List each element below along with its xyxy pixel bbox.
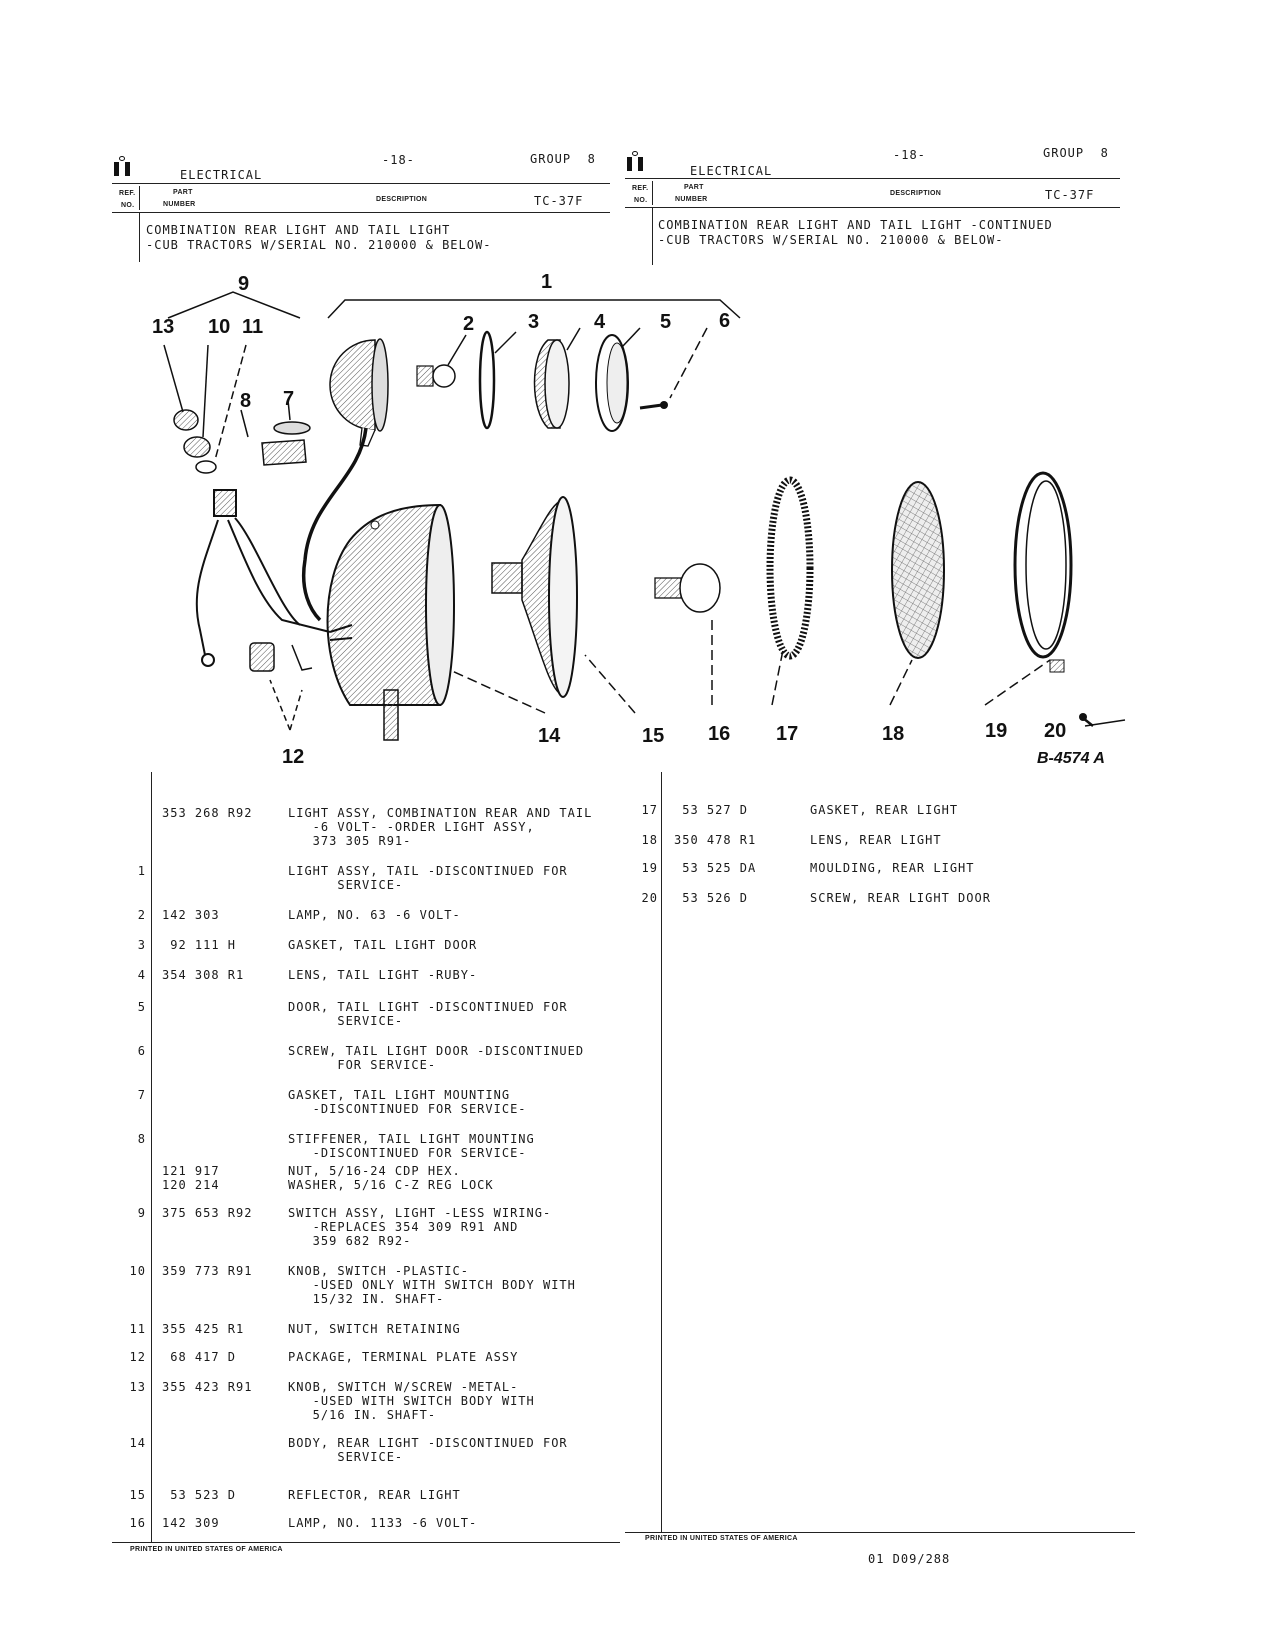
ref-number: 5 bbox=[137, 1000, 146, 1014]
callout-12: 12 bbox=[282, 746, 305, 768]
knob-10-shape bbox=[184, 437, 216, 473]
ref-number: 13 bbox=[129, 1380, 146, 1394]
ref-number: 15 bbox=[129, 1488, 146, 1502]
rear-light-body-shape bbox=[328, 505, 455, 740]
right-col-desc: DESCRIPTION bbox=[890, 190, 942, 197]
callout-11: 11 bbox=[242, 316, 264, 338]
ref-number: 7 bbox=[137, 1088, 146, 1102]
ref-number: 19 bbox=[641, 861, 658, 875]
part-description: SERVICE- bbox=[288, 878, 404, 892]
part-description: GASKET, TAIL LIGHT DOOR bbox=[288, 938, 478, 952]
moulding-19-shape bbox=[1015, 473, 1071, 672]
screw-6-shape bbox=[640, 401, 668, 409]
callout-4: 4 bbox=[594, 311, 606, 333]
stiffener-8-shape bbox=[262, 440, 306, 465]
part-description: PACKAGE, TERMINAL PLATE ASSY bbox=[288, 1350, 519, 1364]
part-description: 359 682 R92- bbox=[288, 1234, 412, 1248]
bracket-9 bbox=[168, 292, 300, 318]
part-description: LAMP, NO. 63 -6 VOLT- bbox=[288, 908, 461, 922]
part-description: WASHER, 5/16 C-Z REG LOCK bbox=[288, 1178, 494, 1192]
callout-16: 16 bbox=[708, 723, 731, 745]
part-number: 53 525 DA bbox=[674, 861, 757, 875]
callout-10: 10 bbox=[208, 316, 231, 338]
ref-number: 20 bbox=[641, 891, 658, 905]
right-col-part-1: PART bbox=[684, 184, 704, 191]
part-description: SCREW, TAIL LIGHT DOOR -DISCONTINUED bbox=[288, 1044, 585, 1058]
ref-number: 18 bbox=[641, 833, 658, 847]
callout-15: 15 bbox=[642, 725, 665, 747]
callout-1: 1 bbox=[541, 271, 553, 293]
left-col-part-1: PART bbox=[173, 189, 193, 196]
part-description: -DISCONTINUED FOR SERVICE- bbox=[288, 1102, 527, 1116]
right-group: GROUP 8 bbox=[1043, 146, 1109, 160]
gasket-3-shape bbox=[480, 332, 494, 428]
ref-number: 1 bbox=[137, 864, 146, 878]
door-5-shape bbox=[596, 335, 628, 431]
part-description: REFLECTOR, REAR LIGHT bbox=[288, 1488, 461, 1502]
left-page-number: -18- bbox=[382, 153, 415, 167]
callout-3: 3 bbox=[528, 311, 540, 333]
part-description: -6 VOLT- -ORDER LIGHT ASSY, bbox=[288, 820, 535, 834]
printed-in-usa-right: PRINTED IN UNITED STATES OF AMERICA bbox=[645, 1535, 798, 1542]
left-col-ref-2: NO. bbox=[121, 202, 135, 209]
part-number: 53 526 D bbox=[674, 891, 749, 905]
tail-light-body-shape bbox=[330, 339, 388, 446]
callout-7: 7 bbox=[283, 388, 295, 410]
ref-number: 8 bbox=[137, 1132, 146, 1146]
part-number: 350 478 R1 bbox=[674, 833, 757, 847]
callout-8: 8 bbox=[240, 390, 252, 412]
part-description: KNOB, SWITCH -PLASTIC- bbox=[288, 1264, 469, 1278]
left-col-ref-1: REF. bbox=[119, 190, 136, 197]
part-number: 121 917 bbox=[162, 1164, 220, 1178]
part-description: LIGHT ASSY, COMBINATION REAR AND TAIL bbox=[288, 806, 593, 820]
callout-17: 17 bbox=[776, 723, 799, 745]
ref-number: 14 bbox=[129, 1436, 146, 1450]
part-number: 359 773 R91 bbox=[162, 1264, 253, 1278]
part-description: KNOB, SWITCH W/SCREW -METAL- bbox=[288, 1380, 519, 1394]
part-description: SCREW, REAR LIGHT DOOR bbox=[810, 891, 991, 905]
gasket-17-shape bbox=[770, 480, 810, 656]
left-section-title: ELECTRICAL bbox=[180, 168, 263, 182]
callout-20: 20 bbox=[1044, 720, 1067, 742]
part-description: 5/16 IN. SHAFT- bbox=[288, 1408, 437, 1422]
part-description: LIGHT ASSY, TAIL -DISCONTINUED FOR bbox=[288, 864, 568, 878]
part-description: MOULDING, REAR LIGHT bbox=[810, 861, 975, 875]
ref-number: 16 bbox=[129, 1516, 146, 1530]
part-description: 15/32 IN. SHAFT- bbox=[288, 1292, 445, 1306]
right-col-ref-1: REF. bbox=[632, 185, 649, 192]
part-description: NUT, SWITCH RETAINING bbox=[288, 1322, 461, 1336]
part-number: 68 417 D bbox=[162, 1350, 237, 1364]
left-col-desc: DESCRIPTION bbox=[376, 196, 428, 203]
part-description: STIFFENER, TAIL LIGHT MOUNTING bbox=[288, 1132, 535, 1146]
part-description: GASKET, TAIL LIGHT MOUNTING bbox=[288, 1088, 511, 1102]
left-title-line2: -CUB TRACTORS W/SERIAL NO. 210000 & BELOW- bbox=[146, 238, 492, 252]
part-description: FOR SERVICE- bbox=[288, 1058, 437, 1072]
callout-5: 5 bbox=[660, 311, 672, 333]
ref-number: 12 bbox=[129, 1350, 146, 1364]
part-description: 373 305 R91- bbox=[288, 834, 412, 848]
callout-2: 2 bbox=[463, 313, 475, 335]
left-title-line1: COMBINATION REAR LIGHT AND TAIL LIGHT bbox=[146, 223, 451, 237]
part-number: 53 523 D bbox=[162, 1488, 237, 1502]
ref-number: 10 bbox=[129, 1264, 146, 1278]
right-page-number: -18- bbox=[893, 148, 926, 162]
part-number: 142 303 bbox=[162, 908, 220, 922]
part-description: SERVICE- bbox=[288, 1014, 404, 1028]
part-number: 120 214 bbox=[162, 1178, 220, 1192]
callout-14: 14 bbox=[538, 725, 561, 747]
part-number: 353 268 R92 bbox=[162, 806, 253, 820]
ref-number: 17 bbox=[641, 803, 658, 817]
part-description: LAMP, NO. 1133 -6 VOLT- bbox=[288, 1516, 478, 1530]
part-description: LENS, TAIL LIGHT -RUBY- bbox=[288, 968, 478, 982]
reflector-15-shape bbox=[492, 497, 577, 697]
callout-6: 6 bbox=[719, 310, 731, 332]
callout-13: 13 bbox=[152, 316, 175, 338]
part-number: 53 527 D bbox=[674, 803, 749, 817]
left-group: GROUP 8 bbox=[530, 152, 596, 166]
part-number: 355 423 R91 bbox=[162, 1380, 253, 1394]
part-description: LENS, REAR LIGHT bbox=[810, 833, 942, 847]
printed-in-usa-left: PRINTED IN UNITED STATES OF AMERICA bbox=[130, 1546, 283, 1553]
right-title-line1: COMBINATION REAR LIGHT AND TAIL LIGHT -CONTINUED bbox=[658, 218, 1053, 232]
left-code: TC-37F bbox=[534, 194, 584, 208]
left-col-part-2: NUMBER bbox=[163, 201, 196, 208]
ref-number: 4 bbox=[137, 968, 146, 982]
right-col-ref-2: NO. bbox=[634, 197, 648, 204]
part-number: 92 111 H bbox=[162, 938, 237, 952]
part-description: -USED WITH SWITCH BODY WITH bbox=[288, 1394, 535, 1408]
part-description: NUT, 5/16-24 CDP HEX. bbox=[288, 1164, 461, 1178]
ref-number: 11 bbox=[129, 1322, 146, 1336]
document-code: 01 D09/288 bbox=[868, 1552, 951, 1566]
part-description: -DISCONTINUED FOR SERVICE- bbox=[288, 1146, 527, 1160]
part-description: SERVICE- bbox=[288, 1450, 404, 1464]
part-description: GASKET, REAR LIGHT bbox=[810, 803, 959, 817]
gasket-7-shape bbox=[274, 422, 310, 434]
ref-number: 2 bbox=[137, 908, 146, 922]
part-description: DOOR, TAIL LIGHT -DISCONTINUED FOR bbox=[288, 1000, 568, 1014]
terminal-plate-12-shape bbox=[250, 643, 312, 671]
ref-number: 3 bbox=[137, 938, 146, 952]
part-number: 354 308 R1 bbox=[162, 968, 245, 982]
part-description: SWITCH ASSY, LIGHT -LESS WIRING- bbox=[288, 1206, 552, 1220]
part-number: 142 309 bbox=[162, 1516, 220, 1530]
callout-9: 9 bbox=[238, 273, 250, 295]
part-number: 375 653 R92 bbox=[162, 1206, 253, 1220]
lens-18-shape bbox=[892, 482, 944, 658]
right-section-title: ELECTRICAL bbox=[690, 164, 773, 178]
knob-13-shape bbox=[174, 410, 198, 430]
part-description: -USED ONLY WITH SWITCH BODY WITH bbox=[288, 1278, 576, 1292]
right-code: TC-37F bbox=[1045, 188, 1095, 202]
callout-18: 18 bbox=[882, 723, 905, 745]
lamp-16-shape bbox=[655, 564, 720, 612]
lens-4-shape bbox=[535, 340, 570, 428]
part-description: -REPLACES 354 309 R91 AND bbox=[288, 1220, 519, 1234]
right-title-line2: -CUB TRACTORS W/SERIAL NO. 210000 & BELOW- bbox=[658, 233, 1004, 247]
ref-number: 9 bbox=[137, 1206, 146, 1220]
part-number: 355 425 R1 bbox=[162, 1322, 245, 1336]
screw-20-shape bbox=[1079, 713, 1093, 726]
callout-19: 19 bbox=[985, 720, 1008, 742]
lamp-2-shape bbox=[417, 365, 455, 387]
right-col-part-2: NUMBER bbox=[675, 196, 708, 203]
ref-number: 6 bbox=[137, 1044, 146, 1058]
part-description: BODY, REAR LIGHT -DISCONTINUED FOR bbox=[288, 1436, 568, 1450]
figure-id: B-4574 A bbox=[1037, 750, 1105, 767]
